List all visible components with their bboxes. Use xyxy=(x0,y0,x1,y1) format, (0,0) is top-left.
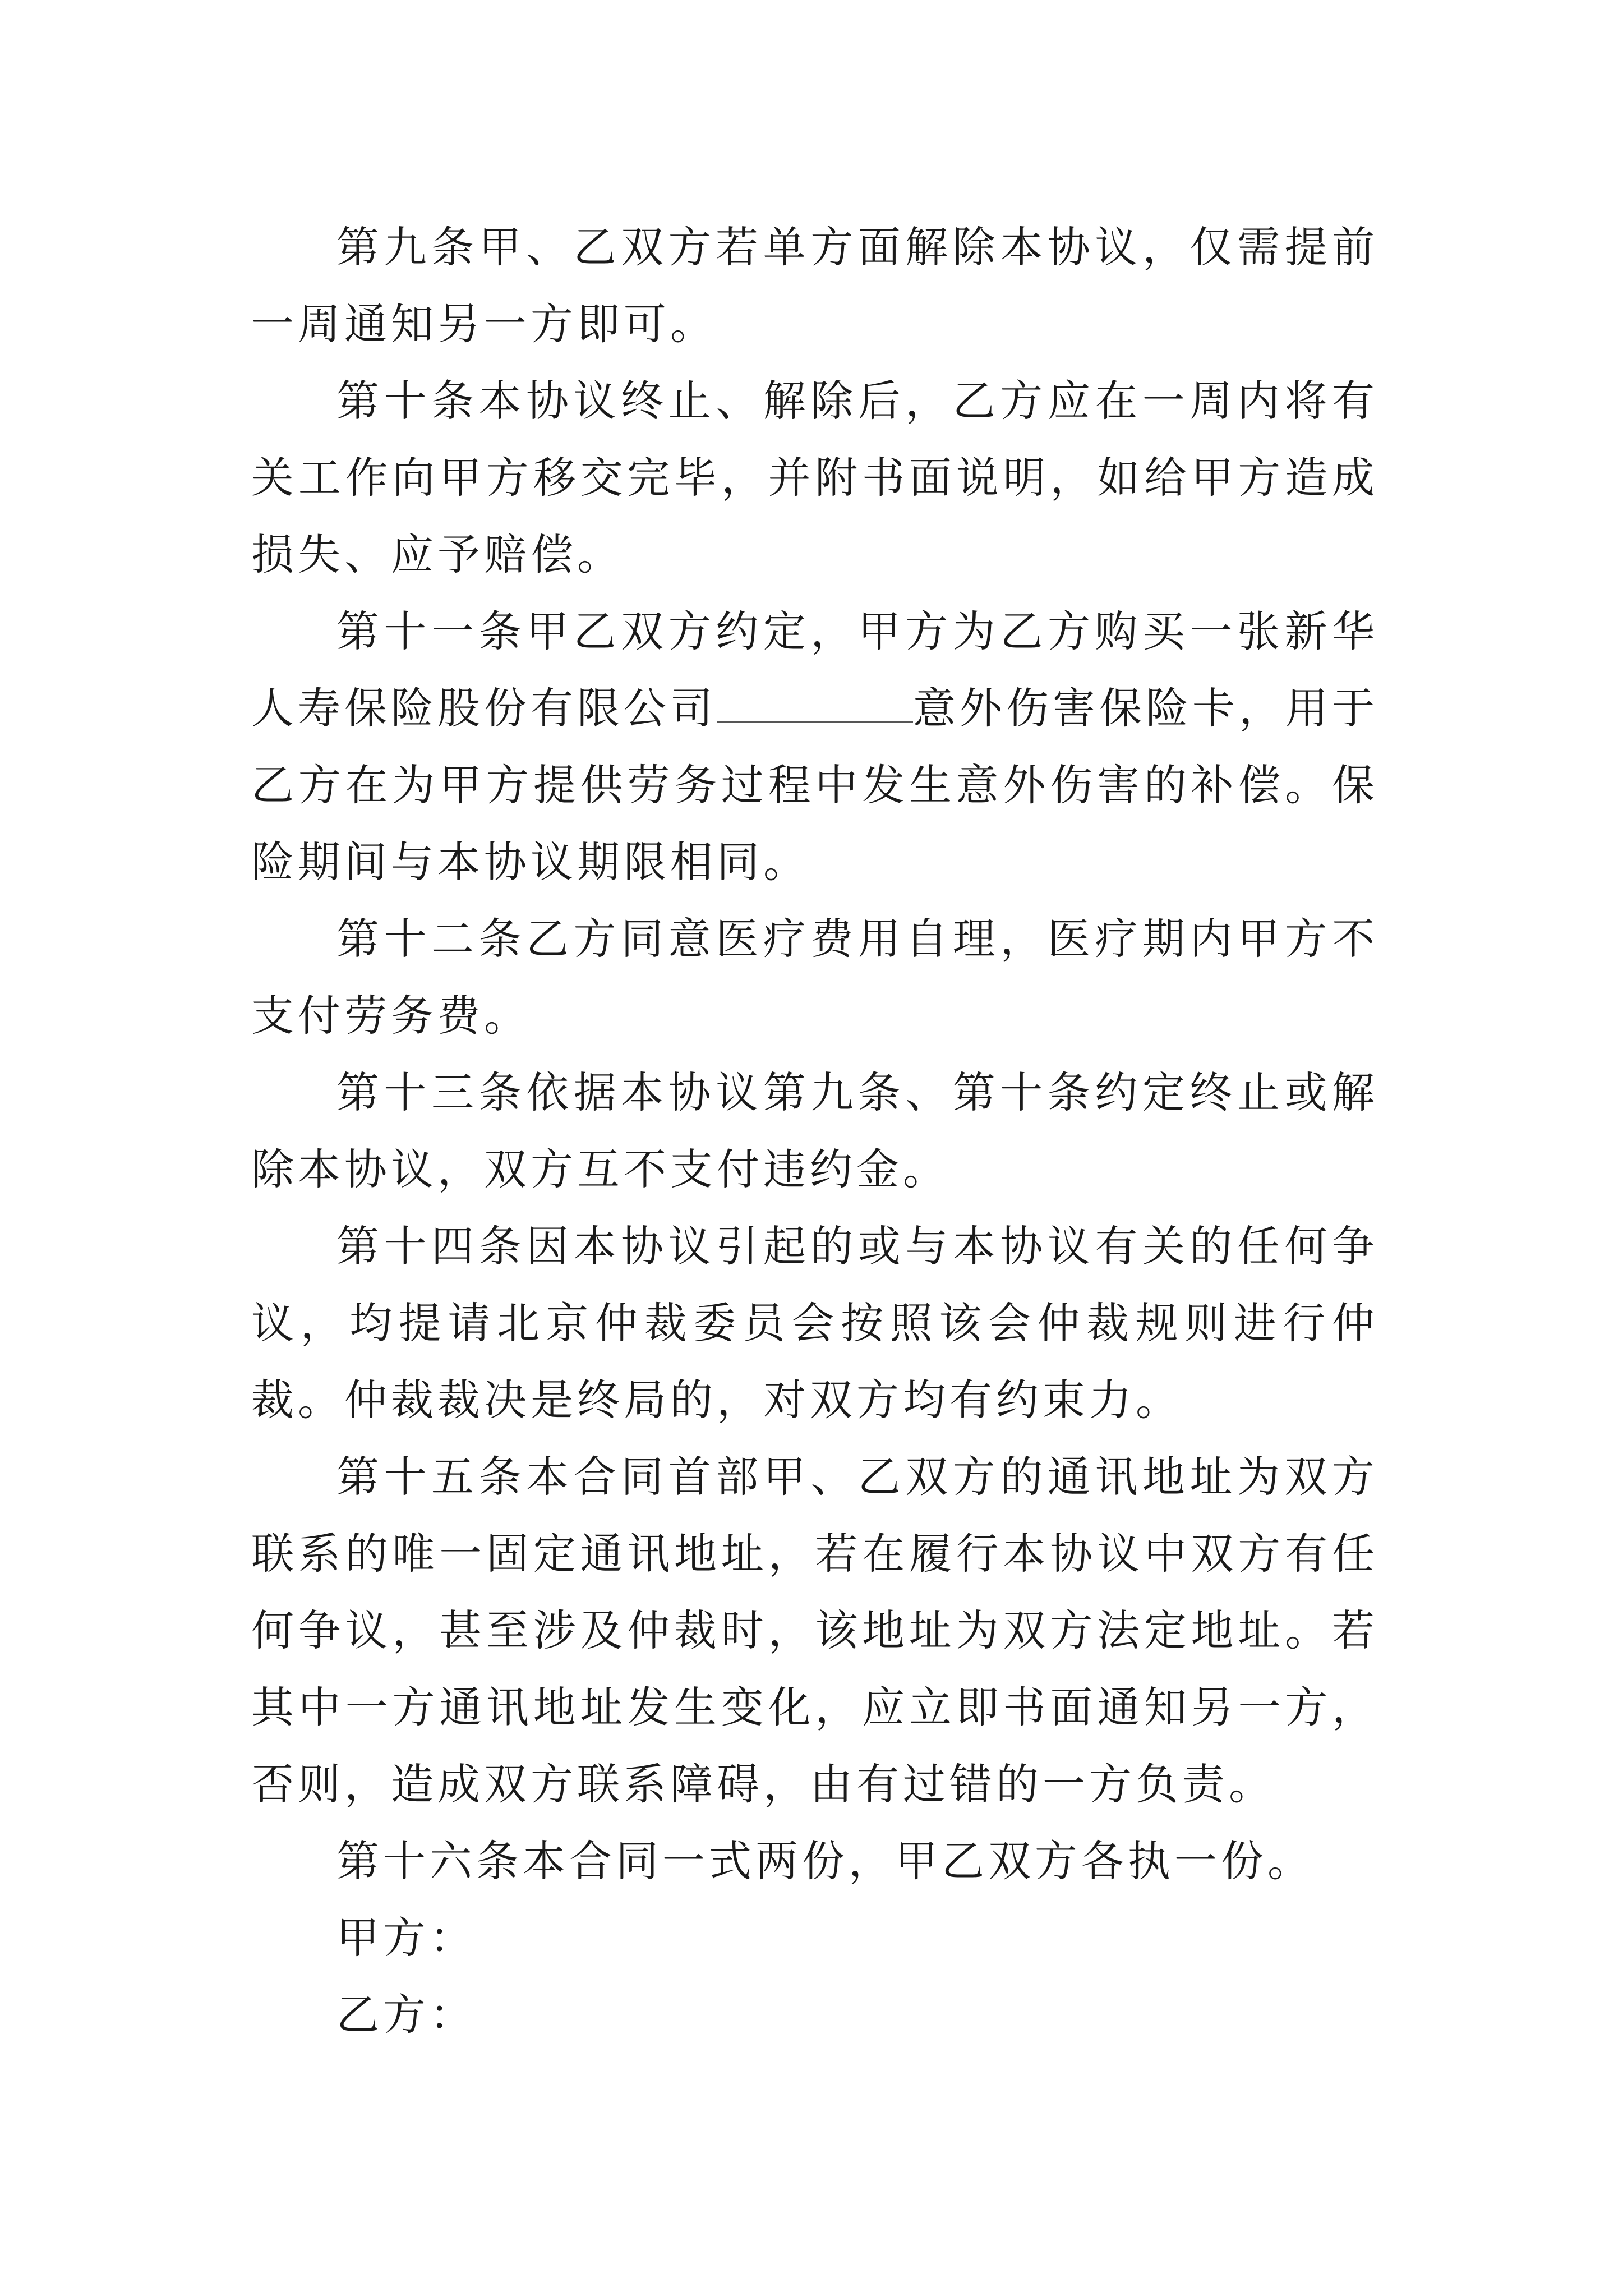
article-16: 第十六条本合同一式两份，甲乙双方各执一份。 xyxy=(336,1836,1314,1886)
article-10: 第十条本协议终止、解除后，乙方应在一周内将有关工作向甲方移交完毕，并附书面说明，如给甲方造成损失、应予赔偿。 xyxy=(251,376,1378,579)
party-b-signature: 乙方： xyxy=(336,1990,476,2040)
article-12: 第十二条乙方同意医疗费用自理，医疗期内甲方不支付劳务费。 xyxy=(251,914,1378,1041)
document-body xyxy=(251,209,1378,2053)
party-a-signature: 甲方： xyxy=(336,1913,476,1963)
article-11-part-1: 第十一条甲乙双方约定，甲方为乙方购买一张新华人寿保险股份有限公司 xyxy=(251,606,1378,733)
article-13: 第十三条依据本协议第九条、第十条约定终止或解除本协议，双方互不支付违约金。 xyxy=(251,1068,1378,1194)
article-9: 第九条甲、乙双方若单方面解除本协议，仅需提前一周通知另一方即可。 xyxy=(251,222,1378,349)
article-11 xyxy=(251,593,1378,900)
article-11-part-2: 意外伤害保险卡，用于乙方在为甲方提供劳务过程中发生意外伤害的补偿。保险期间与本协议期限相同。 xyxy=(251,683,1378,887)
article-15: 第十五条本合同首部甲、乙双方的通讯地址为双方联系的唯一固定通讯地址，若在履行本协议中双方有任何争议，甚至涉及仲裁时，该地址为双方法定地址。若其中一方通讯地址发生变化，应立即书面通知另一方，否则，造成双方联系障碍，由有过错的一方负责。 xyxy=(251,1452,1378,1809)
insurance-card-number-blank xyxy=(717,687,913,723)
article-14: 第十四条因本协议引起的或与本协议有关的任何争议，均提请北京仲裁委员会按照该会仲裁规则进行仲裁。仲裁裁决是终局的，对双方均有约束力。 xyxy=(251,1221,1378,1425)
